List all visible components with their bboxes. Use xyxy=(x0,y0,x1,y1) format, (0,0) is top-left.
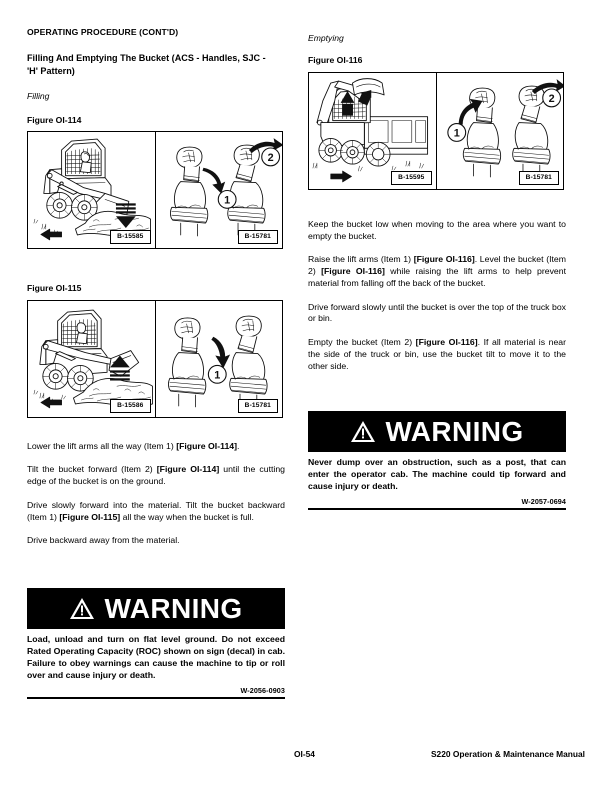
warning-block-left xyxy=(27,588,285,699)
figure-label-oi-115: Figure OI-115 xyxy=(27,283,82,293)
paragraph: Lower the lift arms all the way (Item 1) [Figure OI-114]. xyxy=(27,441,240,451)
svg-text:1: 1 xyxy=(453,127,460,140)
warning-block-right xyxy=(308,411,566,510)
paragraph: Raise the lift arms (Item 1) [Figure OI-116]. Level the bucket (Item 2) [Figure OI-116] while raising the lift arms to help prevent material from falling off the back of the bucket. xyxy=(308,254,567,289)
paragraph: Drive slowly forward into the material. Tilt the bucket backward (Item 1) [Figure OI-115] all the way when the bucket is full. xyxy=(27,499,285,522)
subsection-emptying: Emptying xyxy=(308,33,344,43)
paragraph: Tilt the bucket forward (Item 2) [Figure OI-114] until the cutting edge of the bucket is on the ground. xyxy=(27,464,285,487)
warning-banner xyxy=(27,588,285,629)
svg-text:1: 1 xyxy=(223,194,230,207)
page-footer xyxy=(27,749,585,759)
figure-label-oi-116: Figure OI-116 xyxy=(308,55,363,65)
figure-oi-116-pane-machine xyxy=(309,73,436,189)
svg-text:2: 2 xyxy=(267,151,274,164)
svg-text:1: 1 xyxy=(213,369,220,382)
figure-oi-115-right-tag: B-15781 xyxy=(238,399,278,413)
warning-triangle-icon xyxy=(350,420,376,444)
figure-oi-114-right-tag: B-15781 xyxy=(238,230,278,244)
page-header-title: OPERATING PROCEDURE (CONT'D) xyxy=(27,27,179,37)
figure-oi-115-left-tag: B-15586 xyxy=(110,399,150,413)
warning-rule xyxy=(308,508,566,510)
figure-oi-115 xyxy=(27,300,283,418)
figure-label-oi-114: Figure OI-114 xyxy=(27,115,82,125)
paragraph: Drive backward away from the material. xyxy=(27,535,180,546)
section-heading: Filling And Emptying The Bucket (ACS - Handles, SJC - 'H' Pattern) xyxy=(27,53,266,77)
figure-oi-115-pane-machine xyxy=(28,301,155,417)
warning-code: W-2057-0694 xyxy=(521,496,566,506)
paragraph: Drive forward slowly until the bucket is over the top of the truck box or bin. xyxy=(308,301,566,324)
figure-oi-115-pane-controls xyxy=(155,301,283,417)
footer-manual-title: S220 Operation & Maintenance Manual xyxy=(430,749,585,759)
subsection-filling: Filling xyxy=(27,91,50,101)
warning-text: Never dump over an obstruction, such as a post, that can enter the operator cab. The machine could tip forward and cause injury or death. xyxy=(308,457,566,491)
warning-title: WARNING xyxy=(385,415,524,447)
right-column-body xyxy=(308,219,566,373)
figure-oi-114-pane-controls xyxy=(155,132,283,248)
figure-oi-114-pane-machine xyxy=(28,132,155,248)
figure-oi-116 xyxy=(308,72,564,190)
figure-oi-114-left-tag: B-15585 xyxy=(110,230,150,244)
warning-title: WARNING xyxy=(104,592,243,624)
figure-oi-116-pane-controls xyxy=(436,73,564,189)
svg-text:2: 2 xyxy=(548,92,555,105)
figure-oi-116-left-tag: B-15595 xyxy=(391,171,431,185)
paragraph: Keep the bucket low when moving to the area where you want to empty the bucket. xyxy=(308,219,566,241)
warning-text: Load, unload and turn on flat level ground. Do not exceed Rated Operating Capacity (ROC) shown on sign (decal) in cab. Failure to obey warnings can cause the machine to tip or roll over and cause injury or death. xyxy=(27,634,285,680)
left-column-body xyxy=(27,441,285,547)
figure-oi-116-right-tag: B-15781 xyxy=(519,171,559,185)
warning-rule xyxy=(27,697,285,699)
warning-code: W-2056-0903 xyxy=(240,685,285,695)
warning-triangle-icon xyxy=(69,597,95,621)
paragraph: Empty the bucket (Item 2) [Figure OI-116]. If all material is near the side of the truck or bin, use the bucket tilt to move it to the other side. xyxy=(308,336,567,371)
warning-banner xyxy=(308,411,566,452)
footer-page-number: OI-54 xyxy=(294,749,315,759)
figure-oi-114 xyxy=(27,131,283,249)
